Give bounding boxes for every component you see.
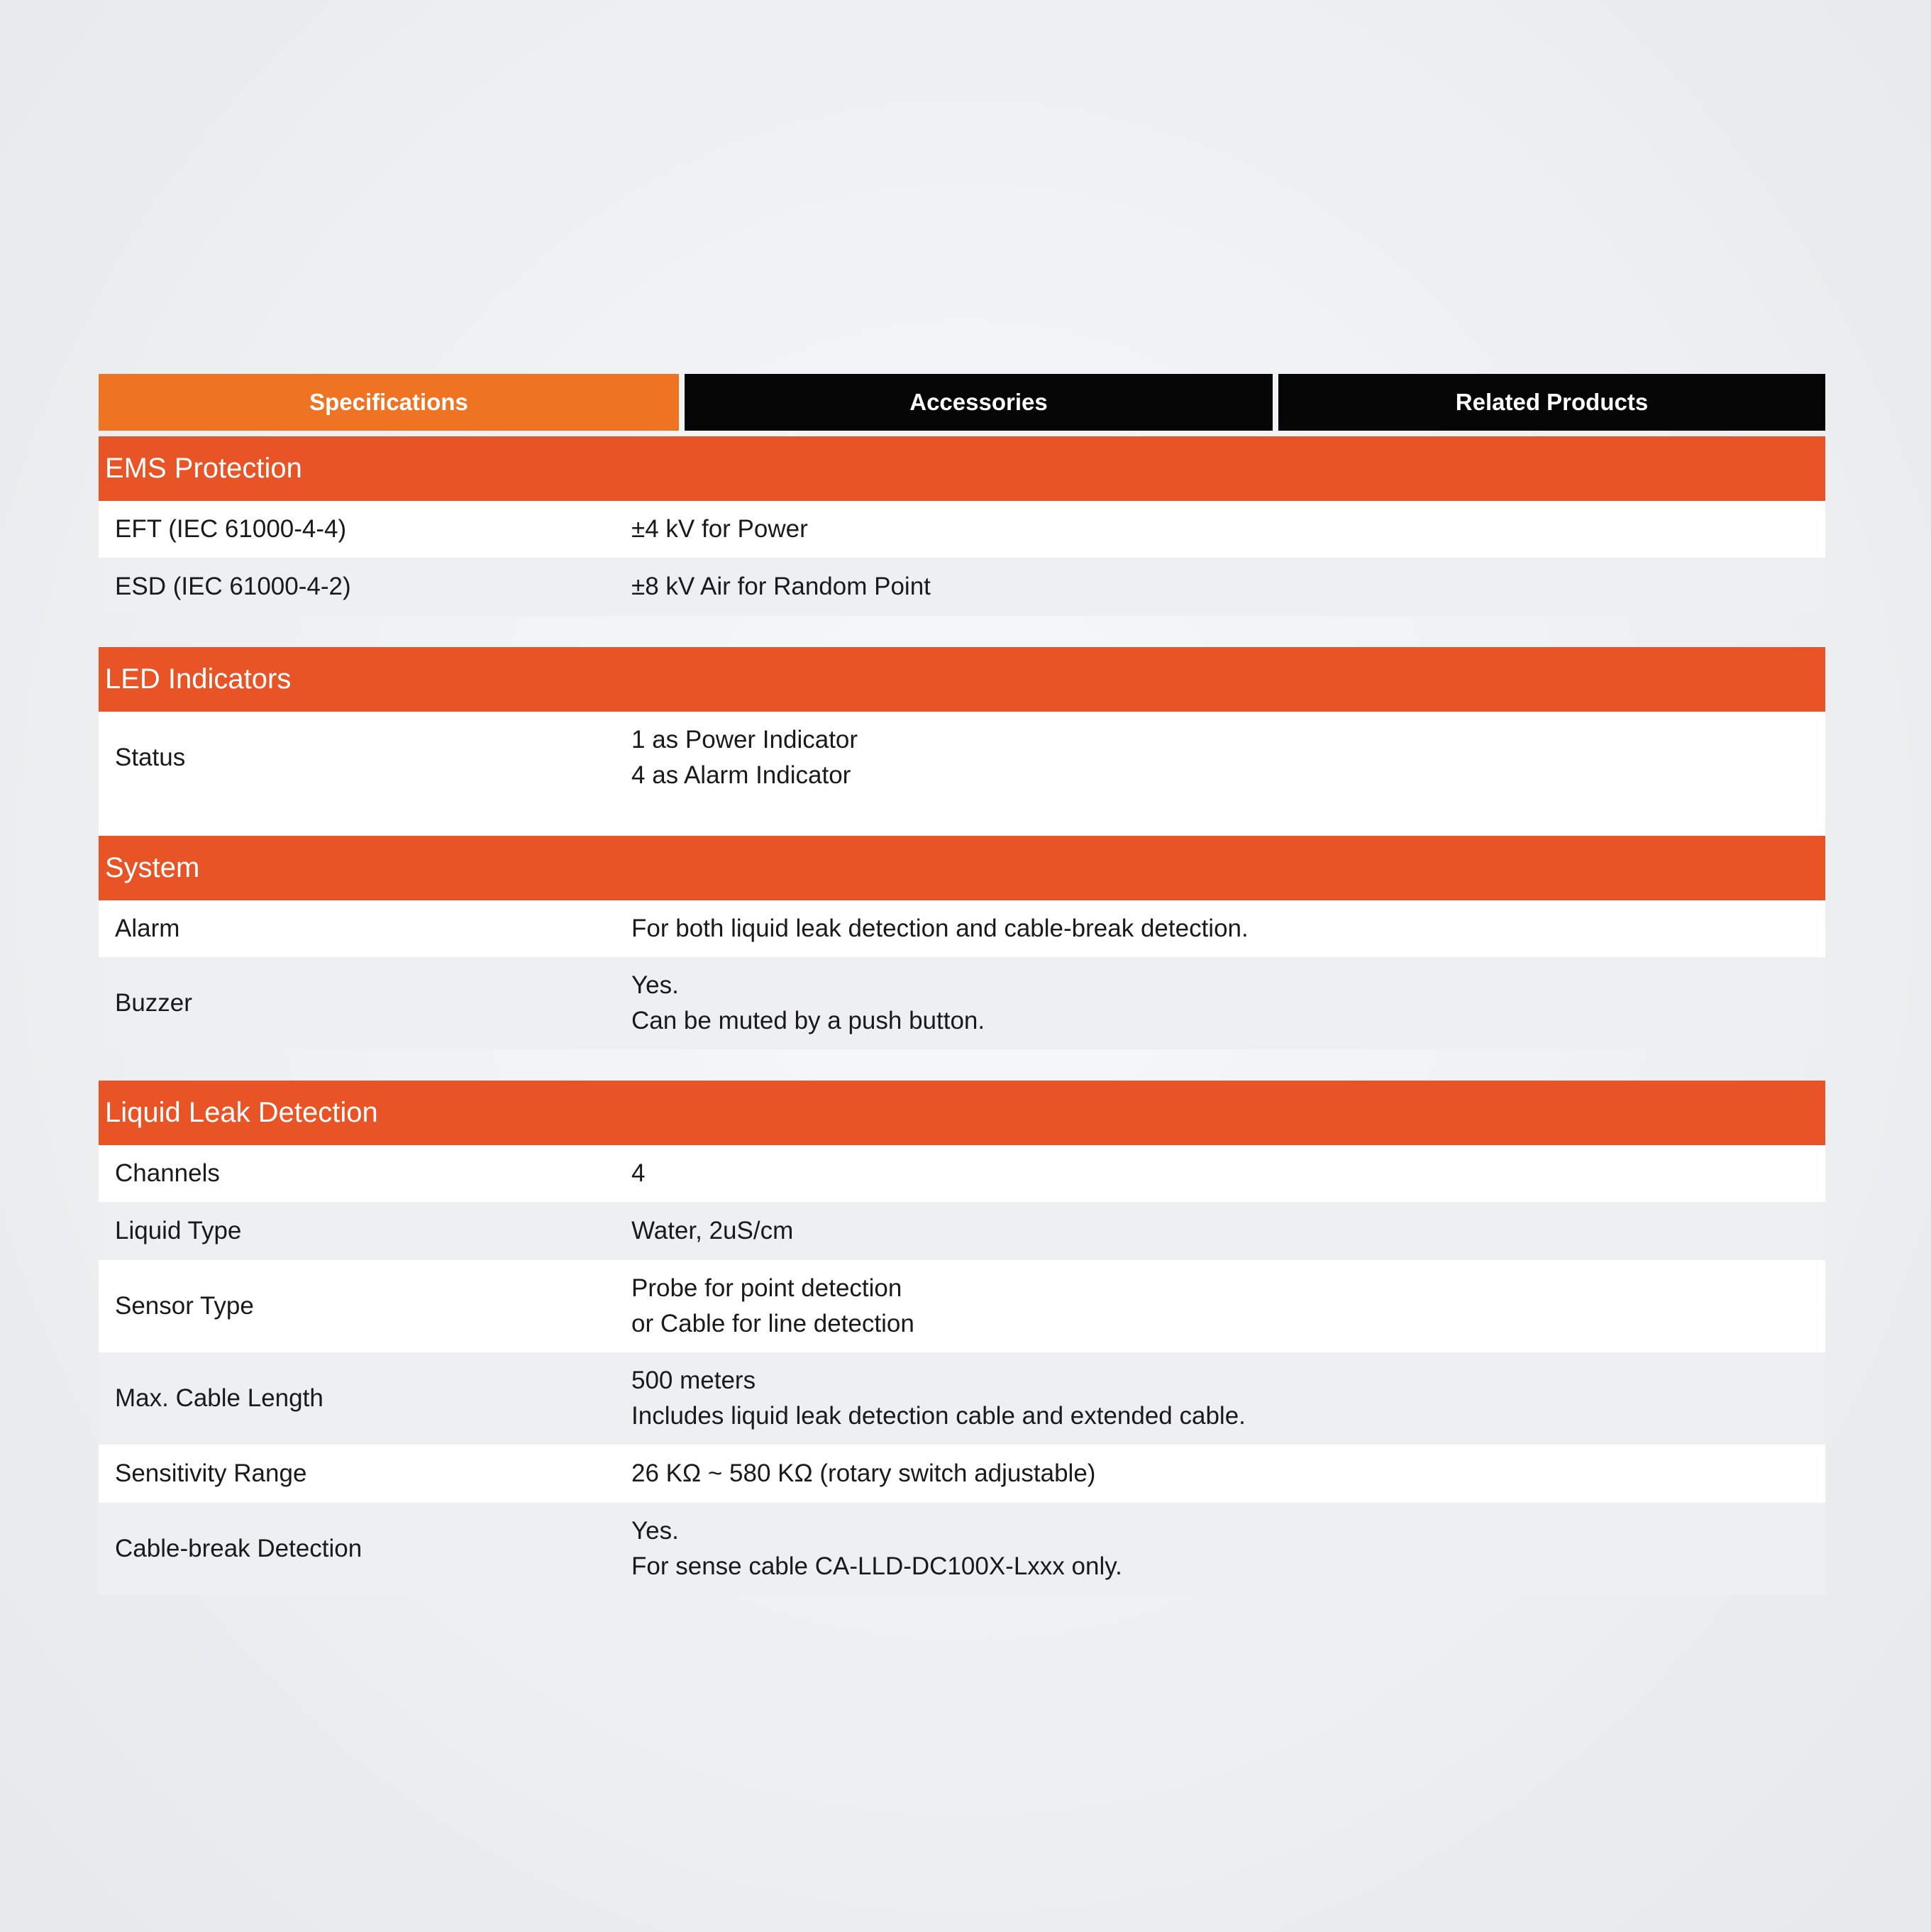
row-value-line: ±4 kV for Power [631,515,808,543]
row-label: Max. Cable Length [115,1384,323,1412]
table-row [99,900,1825,957]
row-value-line: ±8 kV Air for Random Point [631,573,931,600]
table-row [99,1145,1825,1202]
row-value [631,1213,1825,1249]
row-value-line: For sense cable CA-LLD-DC100X-Lxxx only. [631,1552,1122,1580]
section-system [99,836,1825,1049]
table-row [99,1260,1825,1352]
row-value-line: Yes. [631,1517,679,1545]
row-value [631,1156,1825,1191]
row-label: Channels [115,1159,220,1187]
row-label: EFT (IEC 61000-4-4) [115,515,347,543]
row-value [631,1456,1825,1491]
section-title: EMS Protection [99,436,1825,501]
table-row [99,501,1825,558]
row-label: Cable-break Detection [115,1535,363,1562]
row-value [631,1513,1825,1584]
row-label: Status [115,744,186,771]
tab-related-products[interactable]: Related Products [1278,374,1825,431]
table-row [99,558,1825,616]
row-value-line: 26 KΩ ~ 580 KΩ (rotary switch adjustable) [631,1459,1096,1487]
table-row [99,1445,1825,1503]
row-value-line: 4 [631,1159,646,1187]
row-value [631,1271,1825,1342]
row-value-line: or Cable for line detection [631,1310,914,1337]
row-value-line: Probe for point detection [631,1274,902,1302]
tab-specifications[interactable]: Specifications [99,374,679,431]
row-value [631,569,1825,605]
row-value [631,1363,1825,1434]
row-label: Buzzer [115,989,192,1017]
table-row [99,1352,1825,1445]
row-value [631,911,1825,946]
section-ems-protection [99,436,1825,616]
row-value-line: Can be muted by a push button. [631,1007,985,1034]
table-row [99,712,1825,836]
row-value-line: 4 as Alarm Indicator [631,761,851,789]
tab-accessories[interactable]: Accessories [685,374,1273,431]
row-label: ESD (IEC 61000-4-2) [115,573,351,600]
section-led-indicators [99,647,1825,836]
spec-panel [99,374,1825,1595]
tab-bar [99,374,1825,431]
row-value-line: 500 meters [631,1367,756,1394]
table-row [99,1503,1825,1595]
row-label: Sensor Type [115,1292,254,1320]
row-value-line: Yes. [631,971,679,999]
row-label: Alarm [115,915,180,942]
row-label: Sensitivity Range [115,1459,307,1487]
table-row [99,1202,1825,1260]
row-value [631,722,1825,793]
section-title: LED Indicators [99,647,1825,712]
section-title: System [99,836,1825,900]
section-liquid-leak-detection [99,1081,1825,1595]
table-row [99,957,1825,1049]
section-title: Liquid Leak Detection [99,1081,1825,1145]
row-label: Liquid Type [115,1217,242,1244]
row-value-line: For both liquid leak detection and cable-break detection. [631,915,1249,942]
row-value [631,512,1825,547]
row-value-line: Water, 2uS/cm [631,1217,794,1244]
row-value [631,968,1825,1039]
row-value-line: 1 as Power Indicator [631,726,858,754]
row-value-line: Includes liquid leak detection cable and extended cable. [631,1402,1246,1430]
